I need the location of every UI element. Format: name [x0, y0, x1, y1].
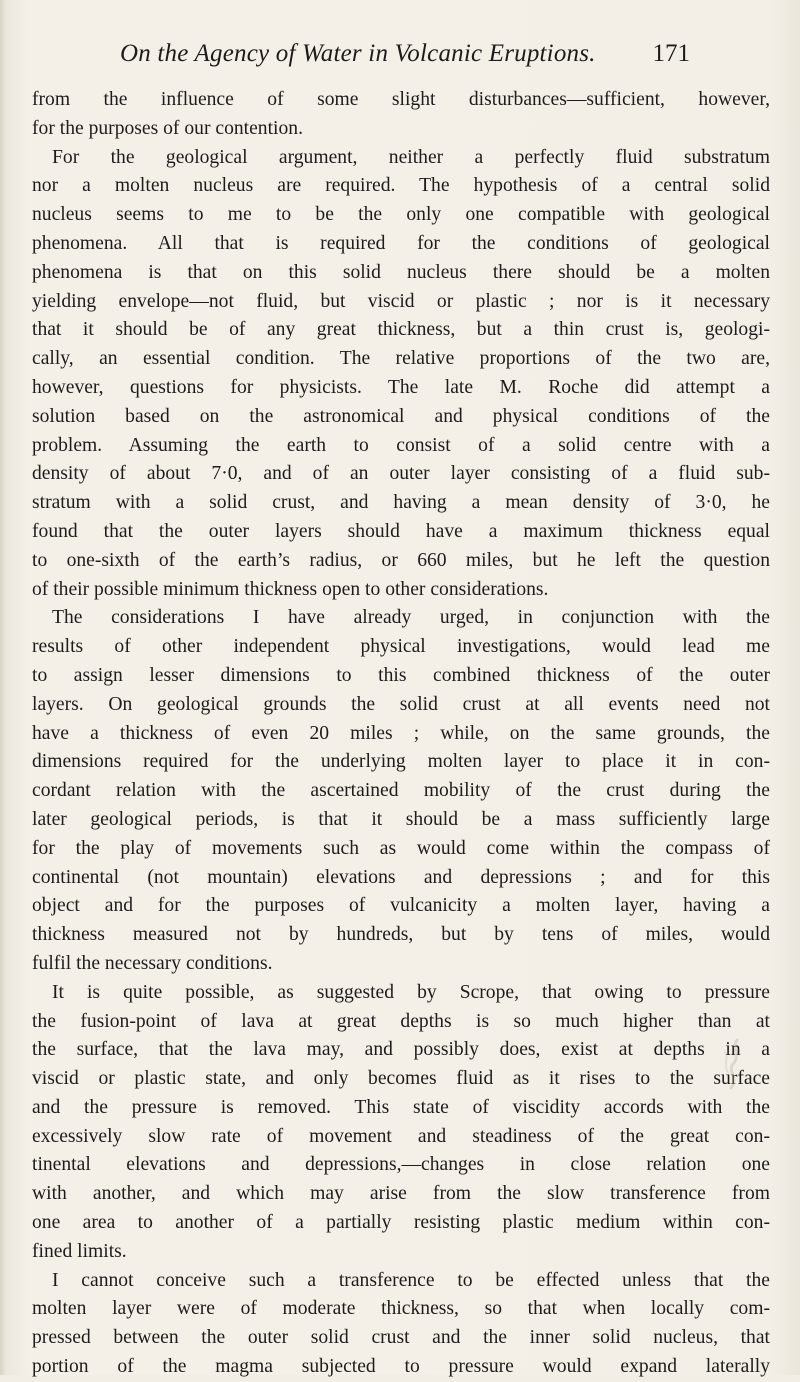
text-line: nor a molten nucleus are required. The hypothesis of a central solid	[32, 175, 770, 197]
text-line: results of other independent physical investigations, would lead me	[32, 636, 770, 658]
text-line: solution based on the astronomical and physical conditions of the	[32, 405, 770, 427]
text-line: viscid or plastic state, and only becomes fluid as it rises to the surface	[32, 1068, 770, 1090]
text-line: the fusion-point of lava at great depths is so much higher than at	[32, 1010, 770, 1032]
text-line: portion of the magma subjected to pressure would expand laterally	[32, 1356, 770, 1378]
text-line: have a thickness of even 20 miles ; while, on the same grounds, the	[32, 722, 770, 744]
text-line: object and for the purposes of vulcanicity a molten layer, having a	[32, 895, 770, 917]
text-line: phenomena. All that is required for the conditions of geological	[32, 232, 770, 254]
paper-blemish	[717, 1038, 751, 1098]
text-line: of their possible minimum thickness open to other considerations.	[32, 578, 549, 600]
text-line: The considerations I have already urged, in conjunction with the	[52, 607, 770, 629]
text-line: later geological periods, is that it should be a mass sufficiently large	[32, 808, 770, 830]
text-line: thickness measured not by hundreds, but by tens of miles, would	[32, 924, 770, 946]
text-line: to assign lesser dimensions to this combined thickness of the outer	[32, 664, 770, 686]
text-line: problem. Assuming the earth to consist of a solid centre with a	[32, 434, 770, 456]
text-line: continental (not mountain) elevations and depressions ; and for this	[32, 866, 770, 888]
text-line: to one-sixth of the earth’s radius, or 660 miles, but he left the question	[32, 549, 770, 571]
text-line: cally, an essential condition. The relative proportions of the two are,	[32, 348, 770, 370]
text-line: molten layer were of moderate thickness, so that when locally com-	[32, 1298, 770, 1320]
text-line: layers. On geological grounds the solid crust at all events need not	[32, 693, 770, 715]
text-line: For the geological argument, neither a perfectly fluid substratum	[52, 146, 770, 168]
text-line: I cannot conceive such a transference to be effected unless that the	[52, 1269, 770, 1291]
running-title: On the Agency of Water in Volcanic Eruptions.	[120, 40, 596, 67]
text-line: pressed between the outer solid crust and the inner solid nucleus, that	[32, 1327, 770, 1349]
text-line: found that the outer layers should have a maximum thickness equal	[32, 520, 770, 542]
text-line: that it should be of any great thickness, but a thin crust is, geologi-	[32, 319, 770, 341]
body-text	[32, 86, 770, 1382]
text-line: fined limits.	[32, 1240, 127, 1262]
text-line: yielding envelope—not fluid, but viscid or plastic ; nor is it necessary	[32, 290, 770, 312]
text-line: excessively slow rate of movement and steadiness of the great con-	[32, 1125, 770, 1147]
page-number: 171	[652, 40, 690, 67]
text-line: nucleus seems to me to be the only one compatible with geological	[32, 204, 770, 226]
text-line: cordant relation with the ascertained mobility of the crust during the	[32, 780, 770, 802]
text-line: for the play of movements such as would come within the compass of	[32, 837, 770, 859]
text-line: stratum with a solid crust, and having a mean density of 3·0, he	[32, 492, 770, 514]
text-line: with another, and which may arise from the slow transference from	[32, 1183, 770, 1205]
text-line: dimensions required for the underlying molten layer to place it in con-	[32, 751, 770, 773]
text-line: the surface, that the lava may, and possibly does, exist at depths in a	[32, 1039, 770, 1061]
text-line: and the pressure is removed. This state of viscidity accords with the	[32, 1096, 770, 1118]
text-line: fulfil the necessary conditions.	[32, 952, 273, 974]
text-line: one area to another of a partially resisting plastic medium within con-	[32, 1212, 770, 1234]
text-line: tinental elevations and depressions,—changes in close relation one	[32, 1154, 770, 1176]
text-line: for the purposes of our contention.	[32, 117, 303, 139]
text-line: from the influence of some slight disturbances—sufficient, however,	[32, 89, 770, 110]
text-line: It is quite possible, as suggested by Scrope, that owing to pressure	[52, 981, 770, 1003]
running-head	[120, 40, 690, 76]
text-line: however, questions for physicists. The late M. Roche did attempt a	[32, 376, 770, 398]
text-line: density of about 7·0, and of an outer layer consisting of a fluid sub-	[32, 463, 770, 485]
text-line: phenomena is that on this solid nucleus there should be a molten	[32, 261, 770, 283]
page-gutter-shadow	[0, 0, 6, 1375]
